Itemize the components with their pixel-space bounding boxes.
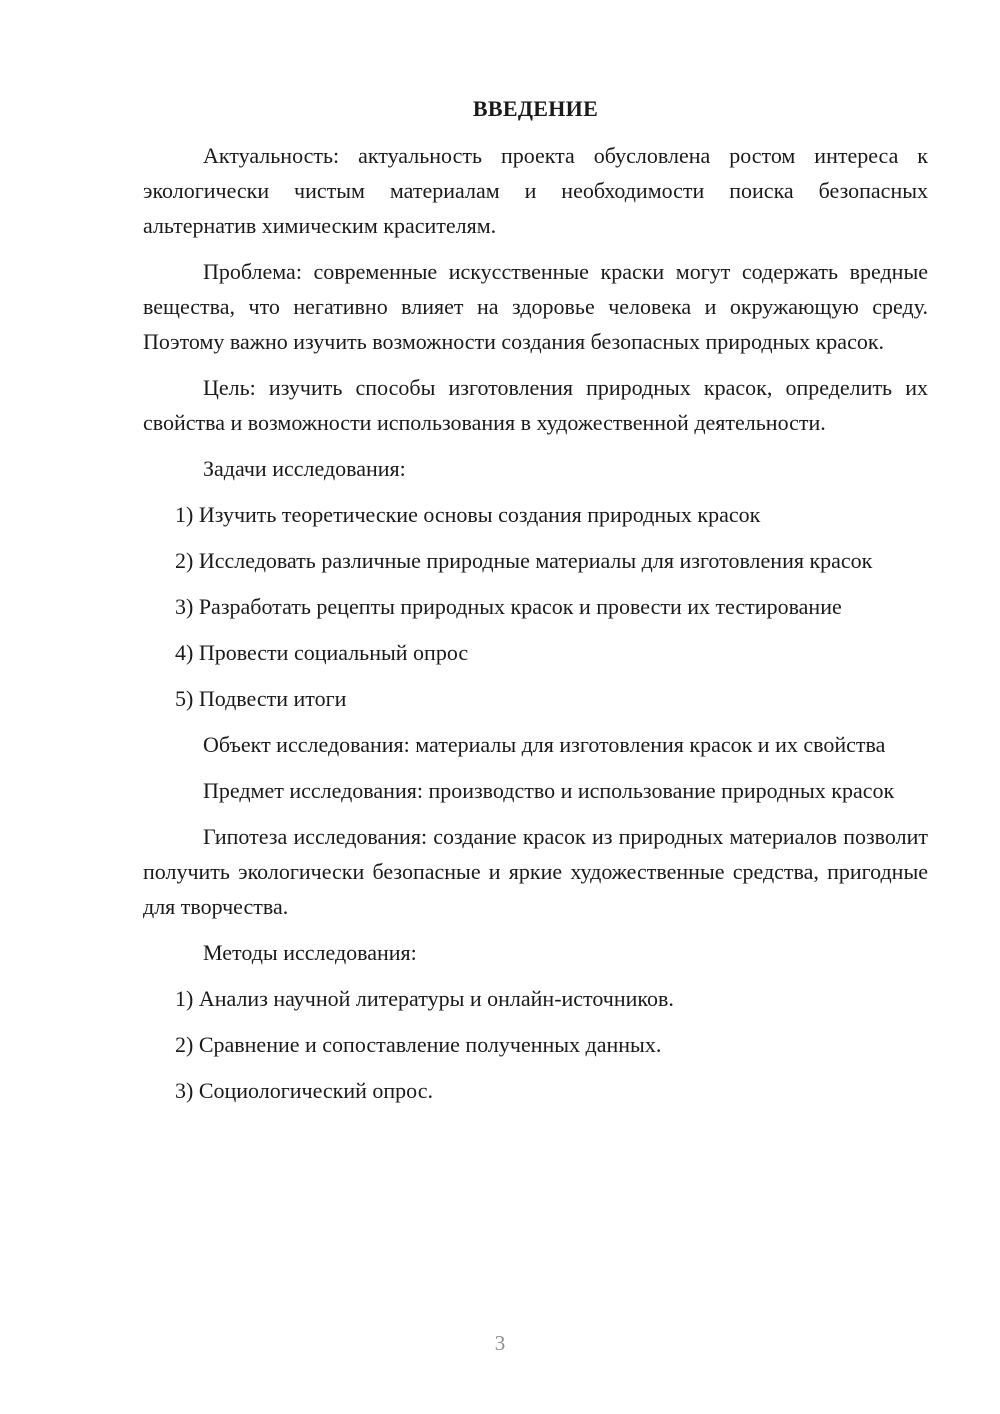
page-number: 3 <box>494 1331 506 1355</box>
document-page <box>143 94 928 1119</box>
subject-paragraph: Предмет исследования: производство и использование природных красок <box>203 778 895 803</box>
task-item: 4) Провести социальный опрос <box>175 640 469 665</box>
object-paragraph: Объект исследования: материалы для изготовления красок и их свойства <box>203 732 886 757</box>
method-item: 1) Анализ научной литературы и онлайн-источников. <box>175 986 674 1011</box>
relevance-paragraph: Актуальность: актуальность проекта обусловлена ростом интереса к экологически чистым материалам и необходимости поиска безопасных альтернатив химическим красителям. <box>143 143 928 238</box>
method-item: 3) Социологический опрос. <box>175 1078 433 1103</box>
task-item: 5) Подвести итоги <box>175 686 347 711</box>
methods-heading: Методы исследования: <box>203 940 417 965</box>
problem-paragraph: Проблема: современные искусственные краски могут содержать вредные вещества, что негативно влияет на здоровье человека и окружающую среду. Поэтому важно изучить возможности создания безопасных природных красок. <box>143 259 928 354</box>
goal-paragraph: Цель: изучить способы изготовления природных красок, определить их свойства и возможности использования в художественной деятельности. <box>143 375 928 435</box>
hypothesis-paragraph: Гипотеза исследования: создание красок из природных материалов позволит получить экологически безопасные и яркие художественные средства, пригодные для творчества. <box>143 824 928 919</box>
task-item: 2) Исследовать различные природные материалы для изготовления красок <box>175 548 873 573</box>
tasks-heading: Задачи исследования: <box>203 456 406 481</box>
task-item: 3) Разработать рецепты природных красок и провести их тестирование <box>175 594 842 619</box>
task-item: 1) Изучить теоретические основы создания природных красок <box>175 502 761 527</box>
method-item: 2) Сравнение и сопоставление полученных данных. <box>175 1032 662 1057</box>
section-title: ВВЕДЕНИЕ <box>472 96 599 121</box>
